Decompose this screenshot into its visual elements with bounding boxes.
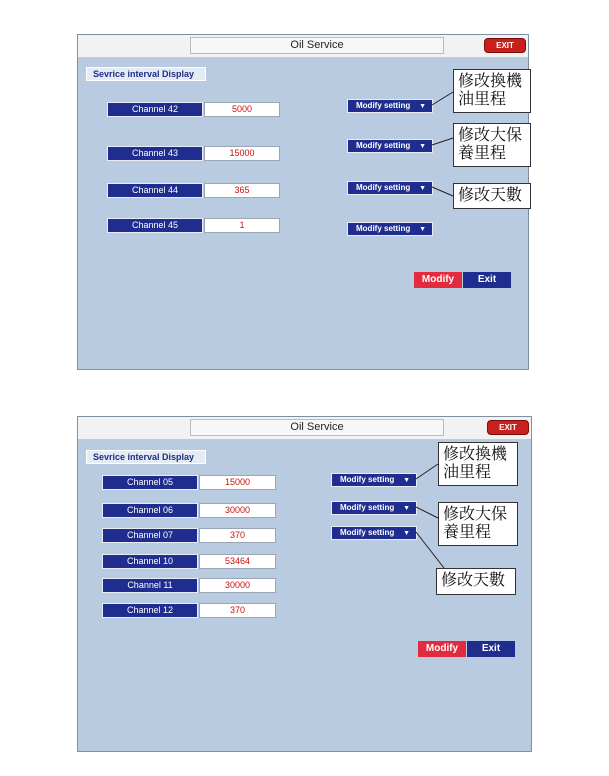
channel-label: Channel 05 xyxy=(102,475,198,490)
channel-value: 1 xyxy=(204,218,280,233)
modify-setting-label: Modify setting xyxy=(356,101,411,110)
channel-label: Channel 45 xyxy=(107,218,203,233)
dropdown-triangle-icon: ▼ xyxy=(419,185,426,192)
modify-setting-button[interactable] xyxy=(331,473,417,487)
modify-setting-button[interactable] xyxy=(347,99,433,113)
modify-setting-label: Modify setting xyxy=(340,475,395,484)
modify-setting-label: Modify setting xyxy=(340,528,395,537)
modify-setting-button[interactable] xyxy=(347,181,433,195)
channel-label: Channel 44 xyxy=(107,183,203,198)
window-title: Oil Service xyxy=(190,419,444,436)
annotation-callout: 修改換機 油里程 xyxy=(438,442,518,486)
title-bar xyxy=(78,417,531,440)
exit-button[interactable]: Exit xyxy=(463,272,511,288)
modify-button[interactable]: Modify xyxy=(414,272,462,288)
modify-setting-label: Modify setting xyxy=(340,503,395,512)
modify-setting-button[interactable] xyxy=(347,222,433,236)
dropdown-triangle-icon: ▼ xyxy=(403,530,410,537)
modify-setting-label: Modify setting xyxy=(356,224,411,233)
modify-setting-button[interactable] xyxy=(331,526,417,540)
channel-label: Channel 06 xyxy=(102,503,198,518)
annotation-callout: 修改大保 養里程 xyxy=(453,123,531,167)
modify-setting-button[interactable] xyxy=(331,501,417,515)
title-bar xyxy=(78,35,528,58)
channel-label: Channel 12 xyxy=(102,603,198,618)
annotation-callout: 修改天數 xyxy=(436,568,516,595)
section-label: Sevrice interval Display xyxy=(86,450,206,464)
channel-label: Channel 42 xyxy=(107,102,203,117)
modify-setting-button[interactable] xyxy=(347,139,433,153)
channel-value: 15000 xyxy=(204,146,280,161)
channel-label: Channel 43 xyxy=(107,146,203,161)
annotation-callout: 修改天數 xyxy=(453,183,531,209)
channel-value: 30000 xyxy=(199,503,276,518)
channel-label: Channel 07 xyxy=(102,528,198,543)
dropdown-triangle-icon: ▼ xyxy=(419,226,426,233)
exit-button[interactable]: Exit xyxy=(467,641,515,657)
exit-window-button[interactable]: EXIT xyxy=(487,420,529,435)
channel-value: 365 xyxy=(204,183,280,198)
dropdown-triangle-icon: ▼ xyxy=(403,505,410,512)
section-label: Sevrice interval Display xyxy=(86,67,206,81)
dropdown-triangle-icon: ▼ xyxy=(403,477,410,484)
channel-value: 53464 xyxy=(199,554,276,569)
window-title: Oil Service xyxy=(190,37,444,54)
exit-window-button[interactable]: EXIT xyxy=(484,38,526,53)
channel-value: 30000 xyxy=(199,578,276,593)
modify-setting-label: Modify setting xyxy=(356,141,411,150)
annotation-callout: 修改換機 油里程 xyxy=(453,69,531,113)
channel-value: 15000 xyxy=(199,475,276,490)
channel-label: Channel 11 xyxy=(102,578,198,593)
annotation-callout: 修改大保 養里程 xyxy=(438,502,518,546)
modify-setting-label: Modify setting xyxy=(356,183,411,192)
channel-label: Channel 10 xyxy=(102,554,198,569)
channel-value: 5000 xyxy=(204,102,280,117)
dropdown-triangle-icon: ▼ xyxy=(419,143,426,150)
channel-value: 370 xyxy=(199,528,276,543)
modify-button[interactable]: Modify xyxy=(418,641,466,657)
dropdown-triangle-icon: ▼ xyxy=(419,103,426,110)
channel-value: 370 xyxy=(199,603,276,618)
